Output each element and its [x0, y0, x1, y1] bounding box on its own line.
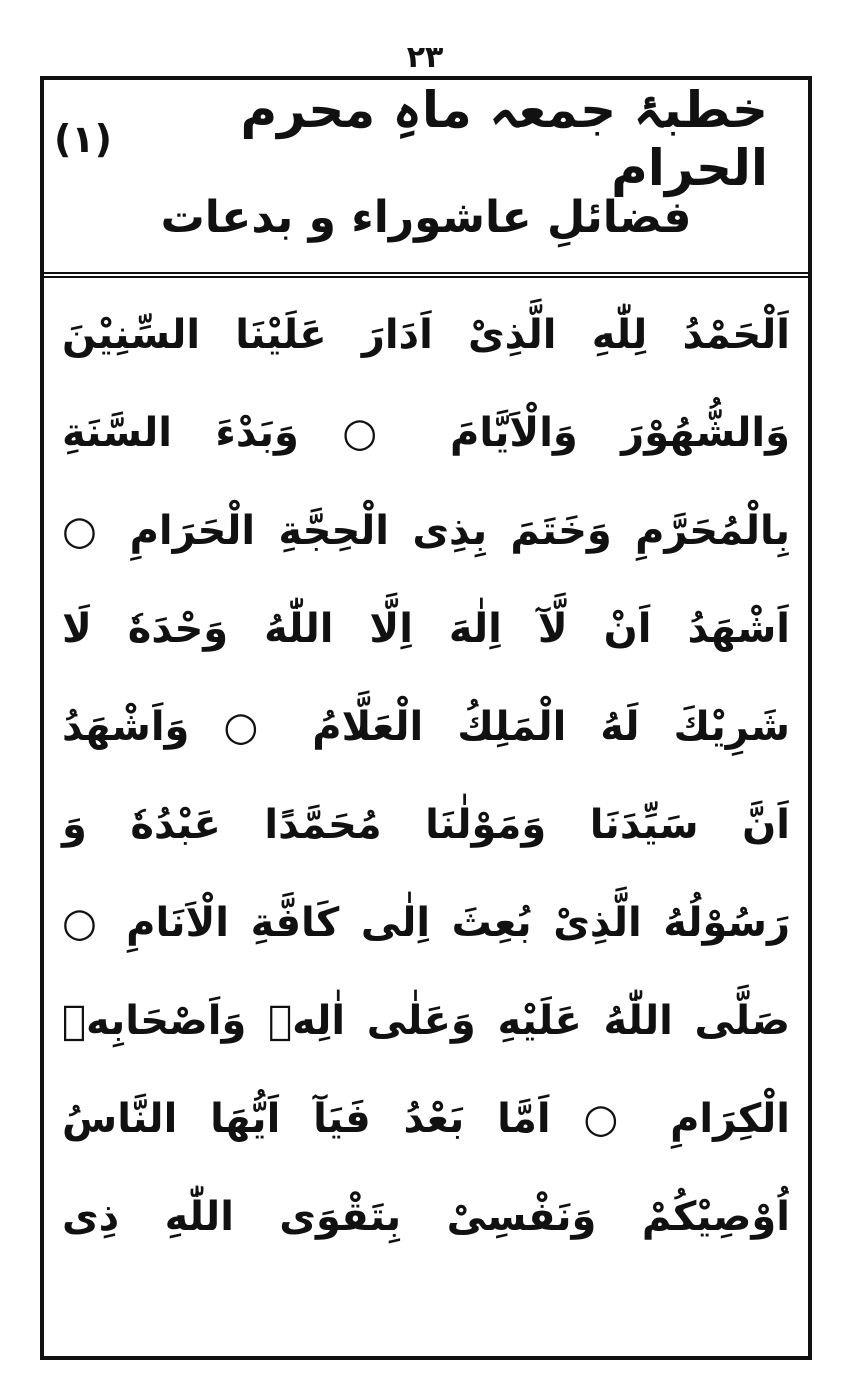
- section-number: (۱): [54, 117, 112, 161]
- text-line: صَلَّى اللّٰهُ عَلَيْهِ وَعَلٰى اٰلِهٖ وَاَصْحَابِهٖ: [62, 998, 790, 1044]
- text-line: اَلْحَمْدُ لِلّٰهِ الَّذِىْ اَدَارَ عَلَيْنَا السِّنِيْنَ: [62, 312, 790, 358]
- page-frame: [40, 76, 812, 1360]
- title-row: [54, 81, 768, 197]
- text-line: الْكِرَامِ ○ اَمَّا بَعْدُ فَيَآ اَيُّهَا النَّاسُ: [62, 1096, 790, 1142]
- text-line: وَالشُّهُوْرَ وَالْاَيَّامَ ○ وَبَدْءَ السَّنَةِ: [62, 410, 790, 456]
- subtitle: فضائلِ عاشوراء و بدعات: [160, 192, 692, 243]
- text-line: رَسُوْلُهُ الَّذِىْ بُعِثَ اِلٰى كَافَّةِ الْاَنَامِ ○: [62, 900, 790, 946]
- page-title: خطبۂ جمعہ ماہِ محرم الحرام: [240, 81, 768, 197]
- text-line: بِالْمُحَرَّمِ وَخَتَمَ بِذِى الْحِجَّةِ الْحَرَامِ ○: [62, 508, 790, 554]
- text-line: اَشْهَدُ اَنْ لَّآ اِلٰهَ اِلَّا اللّٰهُ وَحْدَهٗ لَا: [62, 606, 790, 652]
- text-line: اُوْصِيْكُمْ وَنَفْسِىْ بِتَقْوَى اللّٰهِ ذِى: [62, 1194, 790, 1240]
- text-line: شَرِيْكَ لَهُ الْمَلِكُ الْعَلَّامُ ○ وَاَشْهَدُ: [62, 704, 790, 750]
- header: [44, 80, 808, 278]
- page-number: ۲۳: [406, 40, 444, 75]
- sermon-text: [62, 286, 790, 1266]
- text-line: اَنَّ سَيِّدَنَا وَمَوْلٰنَا مُحَمَّدًا عَبْدُهٗ وَ: [62, 802, 790, 848]
